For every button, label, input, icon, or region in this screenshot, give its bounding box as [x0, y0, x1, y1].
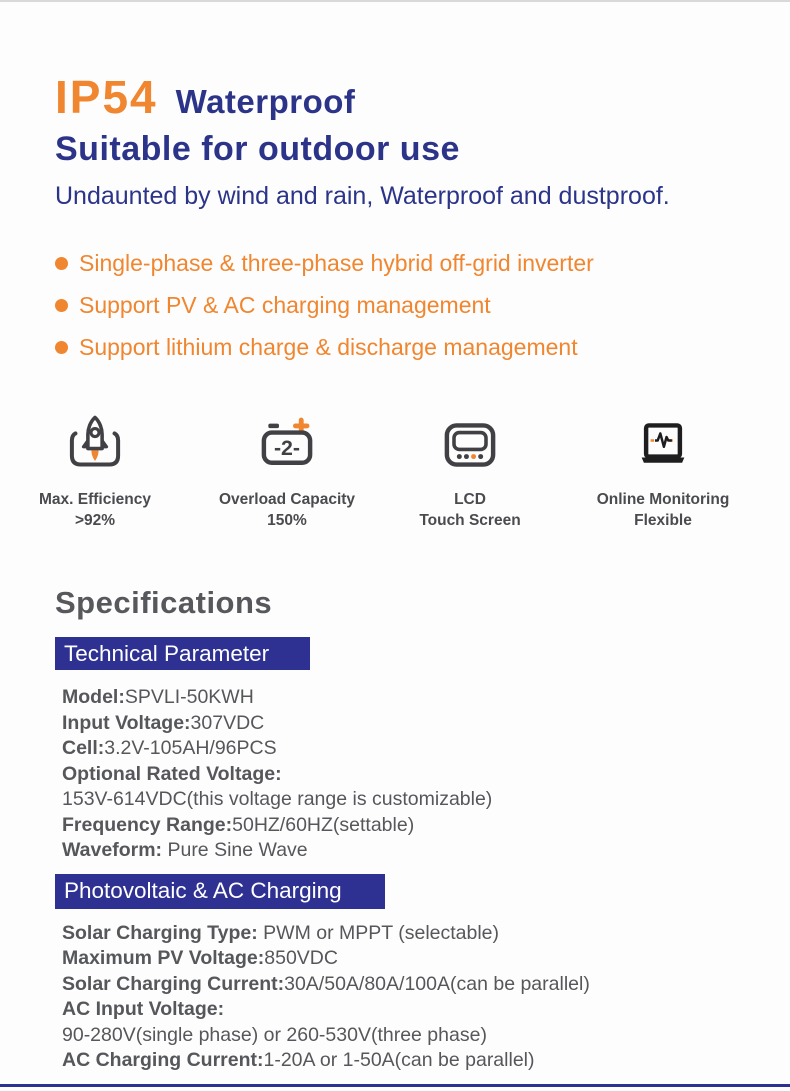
feature-caption [375, 489, 565, 531]
spec-label: Cell: [62, 737, 105, 759]
technical-parameter-rows [55, 685, 760, 864]
spec-row [62, 1023, 760, 1049]
spec-value: 90-280V(single phase) or 260-530V(three phase) [62, 1023, 487, 1046]
feature-lcd-touch-screen [375, 413, 565, 531]
spec-value: 850VDC [264, 947, 338, 969]
spec-label: Waveform: [62, 839, 163, 861]
spec-value: 3.2V-105AH/96PCS [104, 737, 277, 759]
bullet-dot-icon [55, 257, 68, 270]
specifications-heading: Specifications [55, 585, 273, 620]
ip-rating-suffix: Waterproof [175, 83, 356, 120]
page-subtitle: Undaunted by wind and rain, Waterproof and dustproof. [55, 182, 670, 210]
spec-value: SPVLI-50KWH [124, 686, 254, 708]
spec-value: 307VDC [190, 711, 265, 734]
bullet-item [55, 290, 760, 320]
spec-row [62, 921, 760, 947]
photovoltaic-ac-charging-rows [55, 921, 760, 1074]
spec-row [62, 685, 760, 711]
feature-bullet-list [55, 248, 760, 362]
feature-caption-line2: Touch Screen [419, 512, 521, 529]
section-banner-photovoltaic-ac-charging: Photovoltaic & AC Charging [55, 874, 385, 909]
rocket-launch-icon [63, 413, 127, 477]
header [55, 72, 760, 211]
spec-label: Maximum PV Voltage: [62, 947, 265, 969]
feature-icon-row [0, 413, 790, 531]
spec-value: 1-20A or 1-50A(can be parallel) [263, 1049, 535, 1071]
spec-label: Input Voltage: [62, 711, 191, 734]
spec-row [62, 711, 760, 737]
spec-label: Solar Charging Current: [62, 972, 285, 995]
section-banner-technical-parameter: Technical Parameter [55, 637, 310, 670]
spec-row [62, 787, 760, 813]
bottom-divider [0, 1084, 790, 1087]
feature-caption-line1: Overload Capacity [218, 491, 356, 508]
feature-caption-line2: 150% [267, 512, 307, 529]
spec-row [62, 813, 760, 839]
spec-value: 50HZ/60HZ(settable) [232, 813, 415, 836]
spec-label: Model: [62, 686, 125, 708]
spec-label: Frequency Range: [62, 813, 233, 836]
top-divider [0, 0, 790, 2]
spec-value: 153V-614VDC(this voltage range is customizable) [62, 788, 493, 810]
spec-label: AC Input Voltage: [62, 998, 225, 1020]
spec-row [62, 838, 760, 864]
spec-row [62, 762, 760, 788]
spec-label: Optional Rated Voltage: [62, 762, 282, 785]
page-title: Suitable for outdoor use [55, 130, 460, 168]
spec-row [62, 736, 760, 762]
bullet-item [55, 248, 760, 278]
headline [55, 72, 760, 127]
feature-caption-line2: Flexible [634, 512, 692, 529]
bullet-dot-icon [55, 341, 68, 354]
bullet-text: Single-phase & three-phase hybrid off-grid inverter [79, 250, 594, 276]
feature-caption-line1: Max. Efficiency [39, 491, 151, 508]
feature-max-efficiency [0, 413, 190, 531]
feature-caption-line1: Online Monitoring [596, 491, 730, 508]
bullet-item [55, 332, 760, 362]
feature-caption-line2: >92% [74, 512, 116, 529]
spec-row [62, 972, 760, 998]
feature-online-monitoring [568, 413, 758, 531]
spec-row [62, 997, 760, 1023]
feature-caption-line1: LCD [454, 491, 486, 508]
spec-row [62, 946, 760, 972]
ip-rating-text: IP54 [55, 71, 158, 123]
feature-caption [192, 489, 382, 531]
bullet-dot-icon [55, 299, 68, 312]
feature-caption [568, 489, 758, 531]
svg-text:-2-: -2- [273, 435, 301, 460]
laptop-monitoring-icon [631, 413, 695, 477]
spec-value: 30A/50A/80A/100A(can be parallel) [284, 972, 590, 995]
spec-value: Pure Sine Wave [162, 839, 308, 861]
feature-overload-capacity [192, 413, 382, 531]
feature-caption [0, 489, 190, 531]
spec-row [62, 1048, 760, 1074]
lcd-screen-icon [438, 413, 502, 477]
battery-icon [255, 413, 319, 477]
spec-label: Solar Charging Type: [62, 921, 258, 944]
spec-value: PWM or MPPT (selectable) [257, 921, 500, 944]
spec-label: AC Charging Current: [62, 1049, 264, 1071]
bullet-text: Support PV & AC charging management [79, 292, 491, 318]
bullet-text: Support lithium charge & discharge management [79, 334, 578, 360]
